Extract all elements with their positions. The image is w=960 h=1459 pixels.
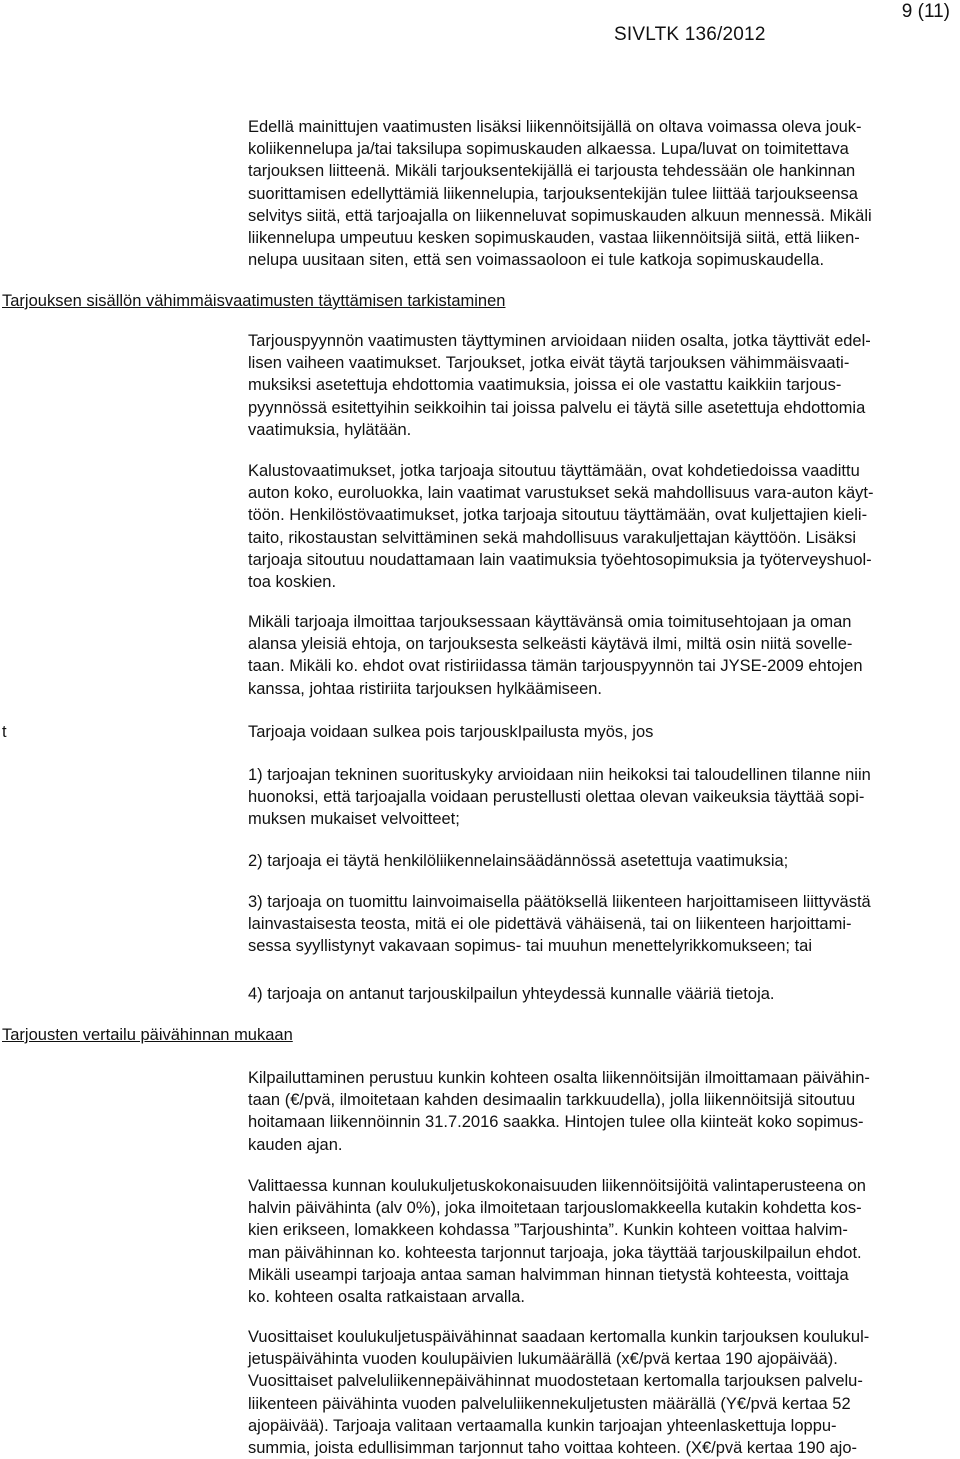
text-line: muksiksi asetettuja ehdottomia vaatimuksia, joissa ei ole vastattu kaikkiin tarjous-	[248, 376, 842, 395]
text-line: kanssa, johtaa ristiriita tarjouksen hylkäämiseen.	[248, 679, 603, 698]
paragraph-fleet-staff-requirements	[248, 460, 954, 593]
text-line: vaatimuksia, hylätään.	[248, 420, 412, 439]
text-line: ko. kohteen osalta ratkaistaan arvalla.	[248, 1288, 525, 1307]
text-line: taan (€/pvä, ilmoitetaan kahden desimaalin tarkkuudella), jolla liikennöitsijä sitoutuu	[248, 1091, 856, 1110]
text-line: alansa yleisiä ehtoja, on tarjouksesta selkeästi käytävä ilmi, miltä osin niitä sovelle-	[248, 635, 853, 654]
heading-daily-price-comparison: Tarjousten vertailu päivähinnan mukaan	[2, 1026, 293, 1044]
text-line: Edellä mainittujen vaatimusten lisäksi liikennöitsijällä on oltava voimassa oleva jouk-	[248, 118, 862, 136]
list-item-exclusion-4	[248, 983, 954, 1005]
text-line: 1) tarjoajan tekninen suorituskyky arvioidaan niin heikoksi tai taloudellinen tilanne niin	[248, 766, 871, 784]
text-line: Tarjouspyynnön vaatimusten täyttyminen arvioidaan niiden osalta, jotka täyttivät edel-	[248, 332, 871, 350]
text-line: Vuosittaiset koulukuljetuspäivähinnat saadaan kertomalla kunkin tarjouksen koulukul-	[248, 1328, 870, 1346]
paragraph-selection-criteria	[248, 1175, 954, 1308]
list-item-exclusion-3	[248, 891, 954, 958]
text-line: 4) tarjoaja on antanut tarjouskilpailun yhteydessä kunnalle vääriä tietoja.	[248, 985, 775, 1003]
text-line: tarjouksen liitteenä. Mikäli tarjouksentekijällä ei tarjousta tehdessään ole hankinnan	[248, 162, 856, 181]
text-line: Mikäli tarjoaja ilmoittaa tarjouksessaan käyttävänsä omia toimitusehtojaan ja oman	[248, 613, 852, 631]
text-line: taan. Mikäli ko. ehdot ovat ristiriidassa tämän tarjouspyynnön tai JYSE-2009 ehtojen	[248, 657, 863, 676]
text-line: sessa syyllistynyt vakavaan sopimus- tai muuhun menettelyrikkomukseen; tai	[248, 937, 812, 956]
text-line: liikennelupa umpeutuu kesken sopimuskauden, vastaa liikennöitsijä siitä, että liiken-	[248, 229, 860, 248]
paragraph-license-requirements	[248, 116, 954, 271]
text-line: töön. Henkilöstövaatimukset, jotka tarjoaja sitoutuu täyttämään, ovat kuljettajien kieli-	[248, 506, 868, 525]
text-line: muksen mukaiset velvoitteet;	[248, 810, 460, 829]
text-line: Valittaessa kunnan koulukuljetuskokonaisuuden liikennöitsijöitä valintaperusteena on	[248, 1177, 866, 1195]
text-line: selvitys siitä, että tarjoajalla on liikenneluvat sopimuskauden alkuun mennessä. Mikäli	[248, 206, 872, 225]
text-line: toa koskien.	[248, 573, 337, 592]
text-line: 3) tarjoaja on tuomittu lainvoimaisella päätöksellä liikenteen harjoittamiseen liittyvästä	[248, 893, 871, 911]
text-line: pyynnössä esitettyihin seikkoihin tai joissa palvelu ei täytä sille asetettuja ehdottomia	[248, 398, 866, 417]
text-line: lisen vaiheen vaatimukset. Tarjoukset, jotka eivät täytä tarjouksen vähimmäisvaati-	[248, 354, 850, 373]
text-line: Tarjoaja voidaan sulkea pois tarjouskIpailusta myös, jos	[248, 723, 654, 741]
text-line: Vuosittaiset palveluliikennepäivähinnat muodostetaan kertomalla tarjouksen palvelu-	[248, 1372, 863, 1391]
margin-marker: t	[2, 723, 7, 741]
list-item-exclusion-1	[248, 764, 954, 831]
text-line: halvin päivähinta (alv 0%), joka ilmoitetaan tarjouslomakkeella kutakin kohdetta kos-	[248, 1199, 862, 1218]
paragraph-competition-basis	[248, 1067, 954, 1156]
page-number: 9 (11)	[901, 1, 950, 22]
paragraph-requirements-evaluation	[248, 330, 954, 441]
text-line: Kilpailuttaminen perustuu kunkin kohteen osalta liikennöitsijän ilmoittamaan päivähin-	[248, 1069, 870, 1087]
document-reference: SIVLTK 136/2012	[614, 24, 766, 45]
text-line: Kalustovaatimukset, jotka tarjoaja sitoutuu täyttämään, ovat kohdetiedoissa vaadittu	[248, 462, 860, 480]
text-line: ajopäivää). Tarjoaja valitaan vertaamalla kunkin tarjoajan yhteenlaskettuja loppu-	[248, 1416, 837, 1435]
heading-minimum-requirements-check: Tarjouksen sisällön vähimmäisvaatimusten täyttämisen tarkistaminen	[2, 292, 506, 310]
text-line: hoitamaan liikennöinnin 31.7.2016 saakka. Hintojen tulee olla kiinteät koko sopimus-	[248, 1113, 864, 1132]
paragraph-own-terms	[248, 611, 954, 700]
text-line: lainvastaisesta teosta, mitä ei ole pidettävä vähäisenä, tai on liikenteen harjoittami-	[248, 915, 852, 934]
text-line: nelupa uusitaan siten, että sen voimassaoloon ei tule katkoja sopimuskaudella.	[248, 251, 825, 270]
text-line: man päivähinnan ko. kohteesta tarjonnut tarjoaja, joka täyttää tarjouskilpailun ehdot.	[248, 1243, 862, 1262]
text-line: taito, rikostaustan selvittäminen sekä mahdollisuus varakuljettajan käyttöön. Lisäksi	[248, 528, 857, 547]
text-line: auton koko, euroluokka, lain vaatimat varustukset sekä mahdollisuus vara-auton käyt-	[248, 484, 874, 503]
text-line: kien erikseen, lomakkeen kohdassa ”Tarjoushinta”. Kunkin kohteen voittaa halvim-	[248, 1221, 848, 1240]
text-line: liikenteen päivähinta vuoden palveluliikennekuljetusten määrällä (Y€/pvä kertaa 52	[248, 1394, 851, 1413]
list-item-exclusion-2	[248, 850, 954, 872]
text-line: suorittamisen edellyttämiä liikennelupia, tarjouksentekijän tulee liittää tarjoukseensa	[248, 184, 858, 203]
text-line: 2) tarjoaja ei täytä henkilöliikennelainsäädännössä asetettuja vaatimuksia;	[248, 852, 789, 870]
text-line: koliikennelupa ja/tai taksilupa sopimuskauden alkaessa. Lupa/luvat on toimitettava	[248, 140, 849, 159]
text-line: huonoksi, että tarjoajalla voidaan perustellusti olettaa olevan vaikeuksia täyttää sopi-	[248, 788, 865, 807]
text-line: kauden ajan.	[248, 1135, 343, 1154]
text-line: Mikäli useampi tarjoaja antaa saman halvimman hinnan tietystä kohteesta, voittaja	[248, 1265, 849, 1284]
text-line: summia, joista edullisimman tarjonnut taho voittaa kohteen. (X€/pvä kertaa 190 ajo-	[248, 1439, 857, 1458]
paragraph-exclusion-intro	[248, 721, 954, 743]
text-line: jetuspäivähinta vuoden koulupäivien lukumäärällä (x€/pvä kertaa 190 ajopäivää).	[248, 1350, 838, 1369]
paragraph-annual-prices	[248, 1326, 954, 1459]
text-line: tarjoaja sitoutuu noudattamaan lain vaatimuksia työehtosopimuksia ja työterveyshuol-	[248, 550, 872, 569]
